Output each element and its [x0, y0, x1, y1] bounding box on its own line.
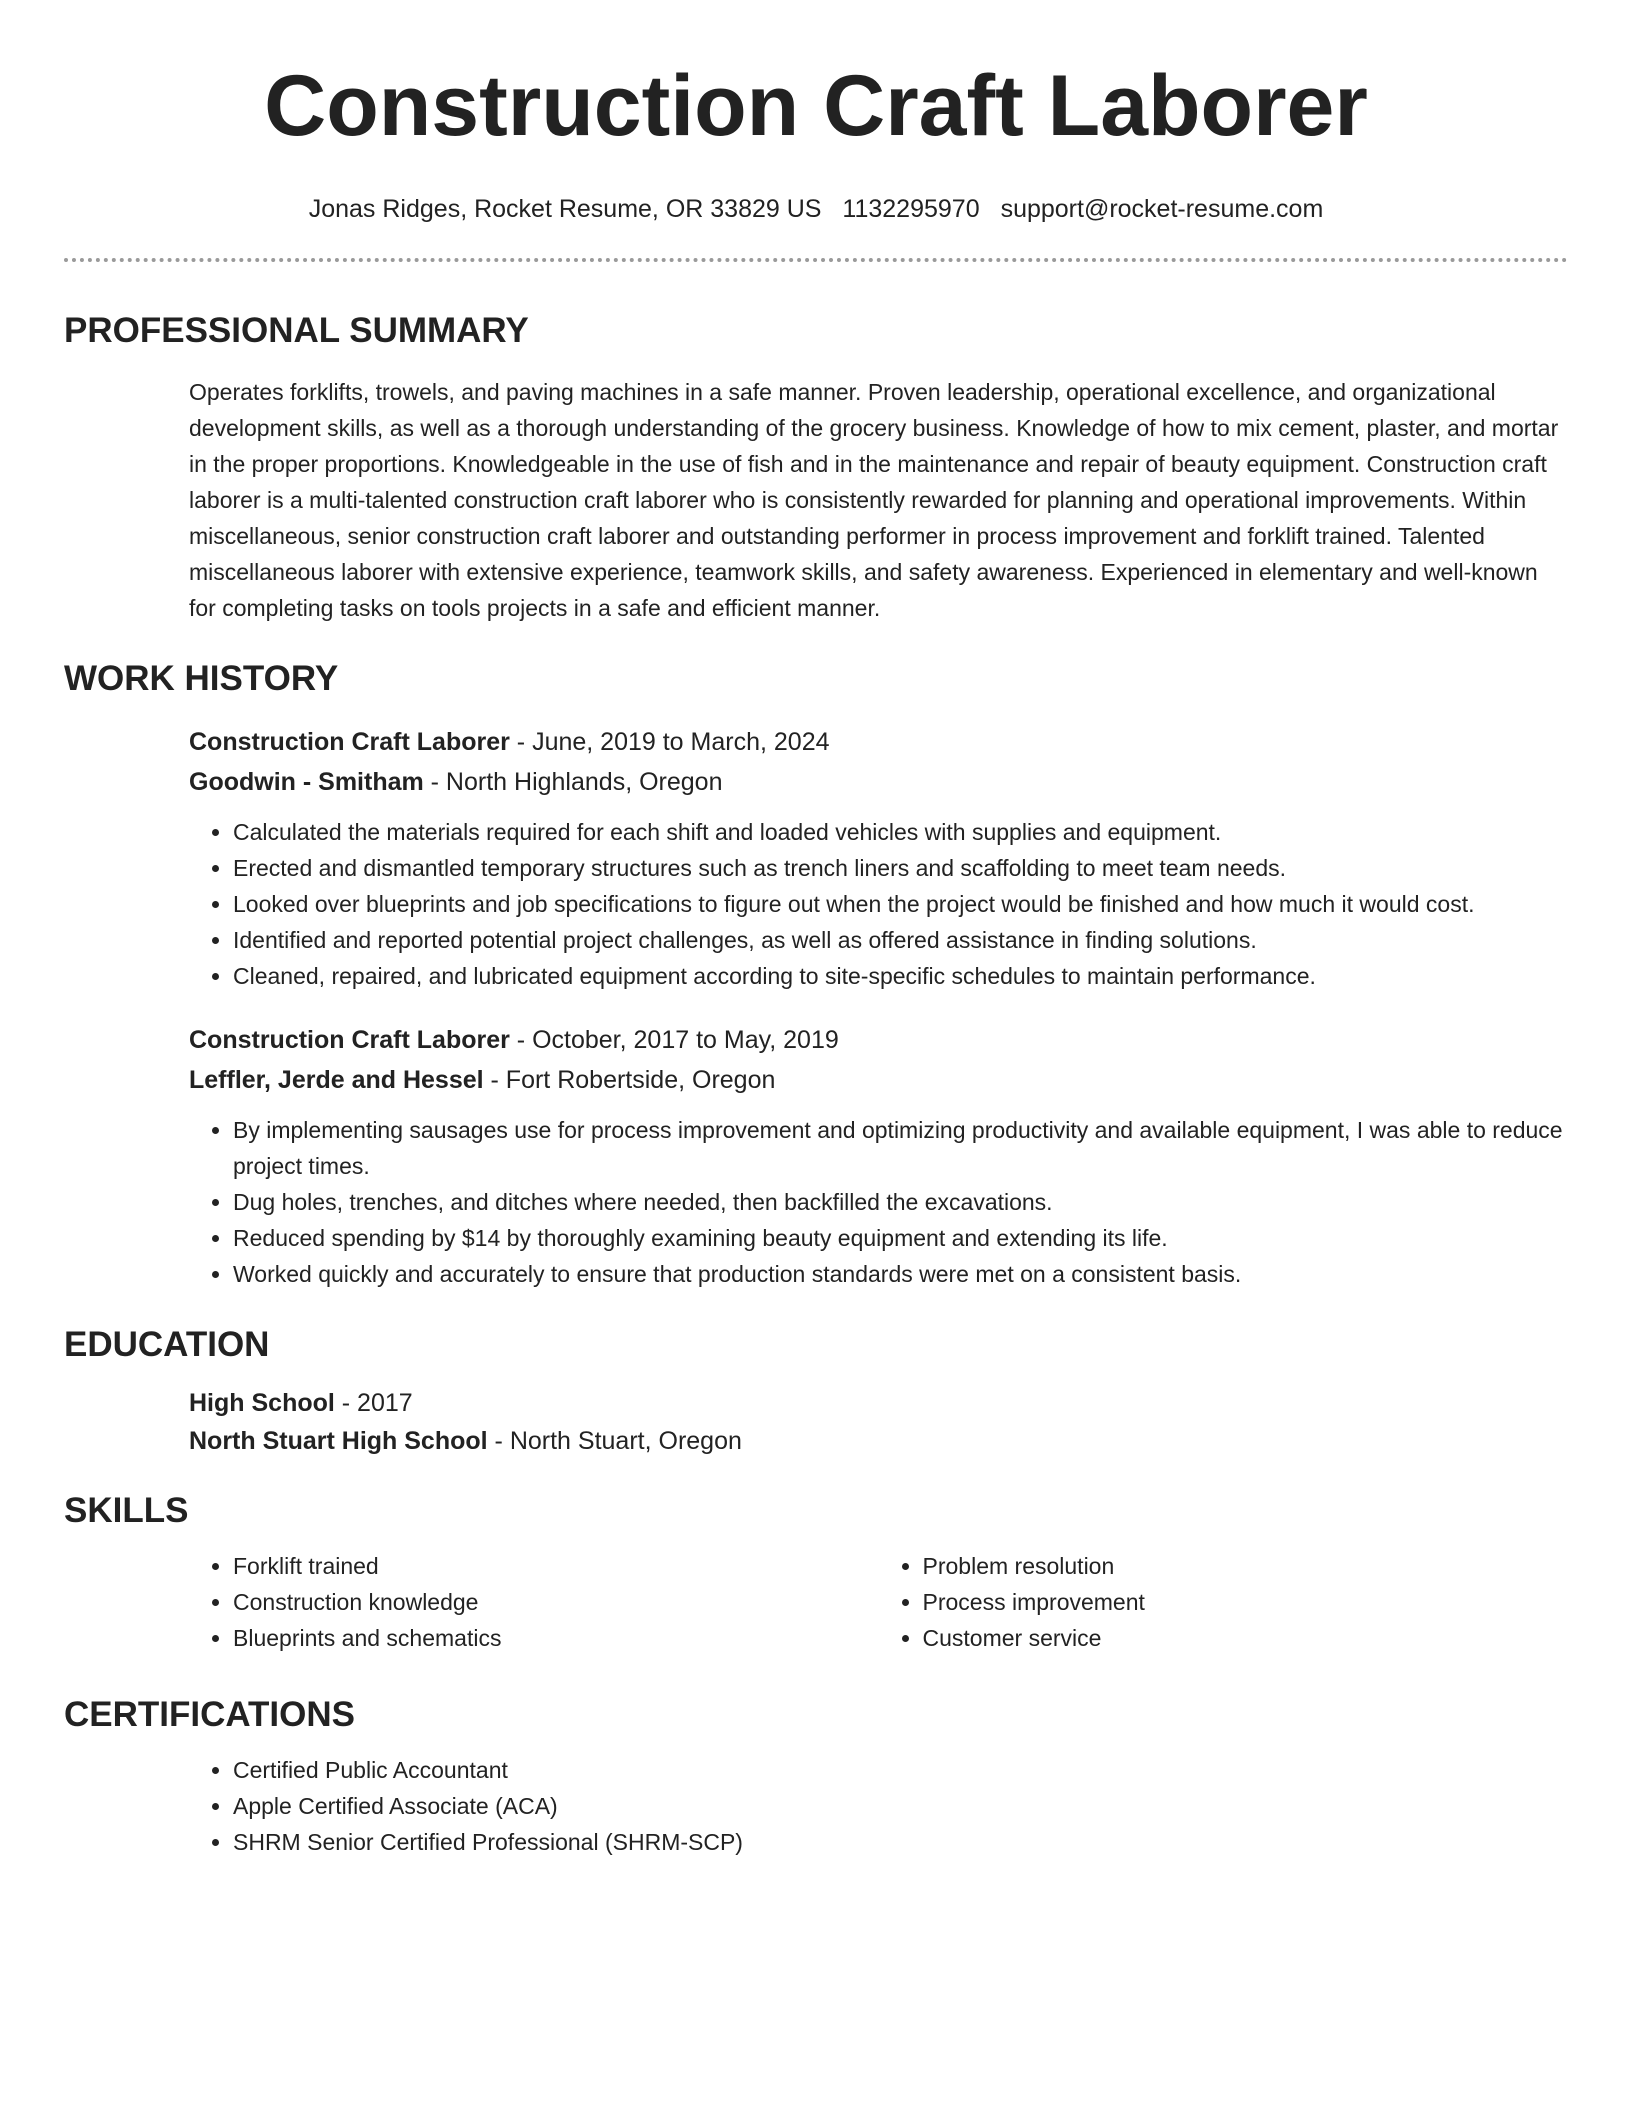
resume-header — [64, 0, 1568, 224]
summary-heading: PROFESSIONAL SUMMARY — [64, 311, 529, 350]
contact-phone: 1132295970 — [842, 195, 980, 223]
list-item: • Cleaned, repaired, and lubricated equipment according to site-specific schedules to maintain performance. — [233, 958, 1568, 994]
job-location: - Fort Robertside, Oregon — [483, 1066, 776, 1094]
summary-section — [64, 310, 1568, 626]
work-heading: WORK HISTORY — [64, 659, 339, 698]
education-entry — [189, 1384, 1568, 1460]
certifications-heading: CERTIFICATIONS — [64, 1695, 356, 1734]
skills-list-left — [189, 1548, 879, 1656]
education-degree: High School — [189, 1389, 335, 1417]
job-location: - North Highlands, Oregon — [423, 768, 723, 796]
list-item: • Worked quickly and accurately to ensure that production standards were met on a consistent basis. — [233, 1256, 1568, 1292]
list-item: • Dug holes, trenches, and ditches where needed, then backfilled the excavations. — [233, 1184, 1568, 1220]
skills-section — [64, 1490, 1568, 1656]
list-item: • Identified and reported potential project challenges, as well as offered assistance in finding solutions. — [233, 922, 1568, 958]
list-item: • Blueprints and schematics — [233, 1620, 879, 1656]
job-entry — [189, 1020, 1568, 1292]
job-company-line — [189, 1060, 1568, 1100]
certifications-list — [189, 1752, 1568, 1860]
job-bullets — [189, 1112, 1568, 1292]
job-role: Construction Craft Laborer — [189, 728, 510, 756]
job-dates: - June, 2019 to March, 2024 — [509, 728, 830, 756]
list-item: • SHRM Senior Certified Professional (SHRM-SCP) — [233, 1824, 1568, 1860]
job-role: Construction Craft Laborer — [189, 1026, 510, 1054]
list-item: • Problem resolution — [923, 1548, 1569, 1584]
job-role-line — [189, 1020, 1568, 1060]
skills-heading: SKILLS — [64, 1491, 189, 1530]
education-degree-line — [189, 1384, 1568, 1422]
certifications-section — [64, 1694, 1568, 1860]
education-year: - 2017 — [334, 1389, 413, 1417]
contact-line — [64, 194, 1568, 224]
list-item: • Calculated the materials required for each shift and loaded vehicles with supplies and equipment. — [233, 814, 1568, 850]
list-item: • Process improvement — [923, 1584, 1569, 1620]
list-item: • Apple Certified Associate (ACA) — [233, 1788, 1568, 1824]
job-role-line — [189, 722, 1568, 762]
list-item: • Looked over blueprints and job specifications to figure out when the project would be finished and how much it would cost. — [233, 886, 1568, 922]
summary-text: Operates forklifts, trowels, and paving machines in a safe manner. Proven leadership, operational excellence, and organizational development skills, as well as a thorough understanding of the grocery business. Knowledge of how to mix cement, plaster, and mortar in the proper proportions. Knowledgeable in the use of fish and in the maintenance and repair of beauty equipment. Construction craft laborer is a multi-talented construction craft laborer who is consistently rewarded for planning and operational improvements. Within miscellaneous, senior construction craft laborer and outstanding performer in process improvement and forklift trained. Talented miscellaneous laborer with extensive experience, teamwork skills, and safety awareness. Experienced in elementary and well-known for completing tasks on tools projects in a safe and efficient manner. — [189, 379, 1559, 621]
list-item: • Customer service — [923, 1620, 1569, 1656]
list-item: • Certified Public Accountant — [233, 1752, 1568, 1788]
list-item: • Erected and dismantled temporary structures such as trench liners and scaffolding to meet team needs. — [233, 850, 1568, 886]
education-school: North Stuart High School — [189, 1427, 488, 1455]
contact-address: Jonas Ridges, Rocket Resume, OR 33829 US — [308, 195, 822, 223]
header-divider — [64, 258, 1568, 262]
education-heading: EDUCATION — [64, 1325, 270, 1364]
job-bullets — [189, 814, 1568, 994]
job-company-line — [189, 762, 1568, 802]
list-item: • Reduced spending by $14 by thoroughly examining beauty equipment and extending its life. — [233, 1220, 1568, 1256]
education-school-line — [189, 1422, 1568, 1460]
list-item: • Construction knowledge — [233, 1584, 879, 1620]
education-location: - North Stuart, Oregon — [487, 1427, 742, 1455]
work-section — [64, 658, 1568, 1292]
job-dates: - October, 2017 to May, 2019 — [509, 1026, 839, 1054]
job-entry — [189, 722, 1568, 994]
list-item: • By implementing sausages use for process improvement and optimizing productivity and available equipment, I was able to reduce project times. — [233, 1112, 1568, 1184]
contact-email: support@rocket-resume.com — [1000, 195, 1324, 223]
skills-columns — [189, 1548, 1568, 1656]
job-company: Leffler, Jerde and Hessel — [189, 1066, 484, 1094]
skills-list-right — [879, 1548, 1569, 1656]
job-company: Goodwin - Smitham — [189, 768, 424, 796]
list-item: • Forklift trained — [233, 1548, 879, 1584]
education-section — [64, 1324, 1568, 1460]
resume-title: Construction Craft Laborer — [264, 58, 1368, 154]
